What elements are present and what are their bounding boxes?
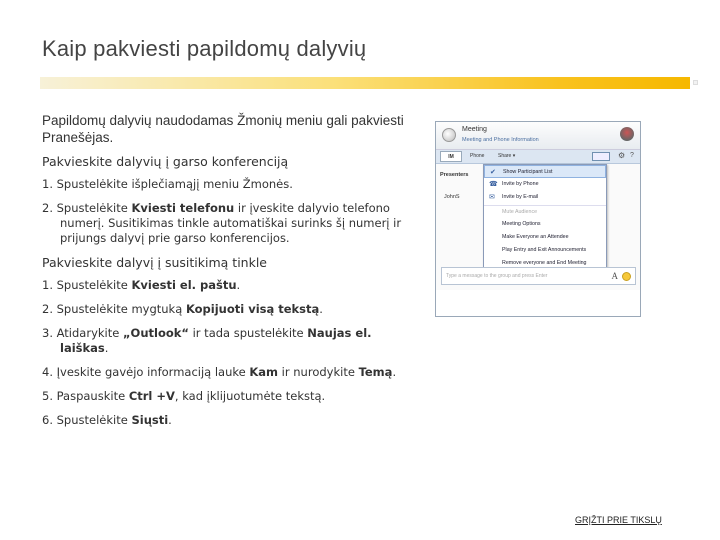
step-text: . xyxy=(392,365,397,379)
list-item xyxy=(42,365,412,380)
message-input-placeholder: Type a message to the group and press Enter xyxy=(446,273,548,279)
people-menu-button[interactable] xyxy=(592,152,610,161)
step-text: 4. Įveskite gavėjo informaciją lauke xyxy=(42,365,250,379)
step-text: . xyxy=(236,278,241,292)
step-bold: Ctrl +V xyxy=(128,389,175,403)
divider-end-marker xyxy=(693,80,698,85)
section-heading-audio: Pakvieskite dalyvių į garso konferenciją xyxy=(42,154,289,169)
menu-item[interactable] xyxy=(484,178,606,191)
email-icon: ✉ xyxy=(489,194,495,202)
step-bold: Kviesti telefonu xyxy=(131,201,235,215)
step-text: 3. Atidarykite xyxy=(42,326,123,340)
step-bold: Kviesti el. paštu xyxy=(131,278,237,292)
presenters-label: Presenters xyxy=(440,172,469,178)
online-steps-list xyxy=(42,278,412,428)
menu-item-label: Meeting Options xyxy=(502,220,541,227)
phone-icon: ☎ xyxy=(489,181,498,189)
menu-item-label: Invite by Phone xyxy=(502,181,539,188)
check-icon: ✔ xyxy=(490,169,496,176)
step-text: 2. Spustelėkite mygtuką xyxy=(42,302,186,316)
step-text: 5. Paspauskite xyxy=(42,389,129,403)
meeting-body xyxy=(436,164,640,290)
menu-item-label: Mute Audience xyxy=(502,208,538,215)
menu-item[interactable] xyxy=(484,244,606,257)
meeting-header xyxy=(436,122,640,150)
menu-item-label: Make Everyone an Attendee xyxy=(502,233,569,240)
step-text: 2. Spustelėkite xyxy=(42,201,132,215)
gear-icon[interactable]: ⚙ xyxy=(618,151,626,160)
step-bold: Kopijuoti visą tekstą xyxy=(185,302,320,316)
app-logo-icon xyxy=(620,127,634,141)
step-text: ir įveskite dalyvio telefono numerį. Susitikimas tinkle automatiškai surinks šį numerį ir prijungs dalyvį prie garso konferencijos. xyxy=(60,201,402,245)
step-bold: „Outlook“ xyxy=(122,326,189,340)
step-text: . xyxy=(319,302,323,316)
list-item xyxy=(42,302,412,317)
attendee-name: JohnS xyxy=(444,194,460,200)
emoticon-icon[interactable] xyxy=(622,272,631,281)
list-item xyxy=(42,278,412,293)
step-bold: Temą xyxy=(358,365,393,379)
list-item xyxy=(42,201,412,246)
step-bold: Siųsti xyxy=(131,413,169,427)
instructions xyxy=(42,112,412,437)
step-text: 1. Spustelėkite xyxy=(42,278,132,292)
tab-im[interactable]: IM xyxy=(440,151,462,162)
menu-item[interactable] xyxy=(484,165,606,178)
menu-item-label: Show Participant List xyxy=(503,169,553,175)
audio-steps-list xyxy=(42,177,412,246)
meeting-info-link[interactable]: Meeting and Phone Information xyxy=(462,137,539,143)
font-icon[interactable]: A xyxy=(611,271,618,281)
step-text: . xyxy=(168,413,172,427)
meeting-title: Meeting xyxy=(462,126,487,133)
menu-item[interactable] xyxy=(484,191,606,204)
tab-phone[interactable]: Phone xyxy=(470,153,485,159)
list-item xyxy=(42,389,412,404)
menu-item xyxy=(484,205,606,218)
step-text: 6. Spustelėkite xyxy=(42,413,132,427)
step-text: ir nurodykite xyxy=(278,365,359,379)
menu-item-label: Remove everyone and End Meeting xyxy=(502,260,587,267)
step-text: , kad įklijuotumėte tekstą. xyxy=(174,389,326,403)
list-item xyxy=(42,177,412,192)
menu-item[interactable] xyxy=(484,231,606,244)
step-text: 1. Spustelėkite išplečiamąjį meniu Žmonės. xyxy=(42,177,293,191)
menu-item-label: Invite by E-mail xyxy=(502,194,539,201)
section-heading-online: Pakvieskite dalyvį į susitikimą tinkle xyxy=(42,255,267,270)
intro-text: Papildomų dalyvių naudodamas Žmonių meniu gali pakviesti Pranešėjas. xyxy=(42,113,404,145)
people-dropdown-menu xyxy=(483,164,607,272)
menu-item-label: Play Entry and Exit Announcements xyxy=(502,247,587,254)
tab-share[interactable]: Share ▾ xyxy=(498,153,516,159)
step-bold: Kam xyxy=(249,365,279,379)
step-text: ir tada spustelėkite xyxy=(188,326,308,340)
title-divider xyxy=(40,77,690,89)
lync-meeting-screenshot xyxy=(435,121,641,317)
help-icon[interactable]: ? xyxy=(630,152,634,159)
list-item xyxy=(42,326,412,356)
meeting-icon xyxy=(442,128,456,142)
step-text: . xyxy=(104,341,109,355)
meeting-toolbar xyxy=(436,150,640,164)
list-item xyxy=(42,413,412,428)
step-bold: Naujas el. laiškas xyxy=(60,326,372,355)
page-title: Kaip pakviesti papildomų dalyvių xyxy=(42,36,367,61)
menu-item[interactable] xyxy=(484,218,606,231)
message-input[interactable] xyxy=(441,267,636,285)
back-to-goals-link[interactable]: GRĮŽTI PRIE TIKSLŲ xyxy=(575,515,662,525)
